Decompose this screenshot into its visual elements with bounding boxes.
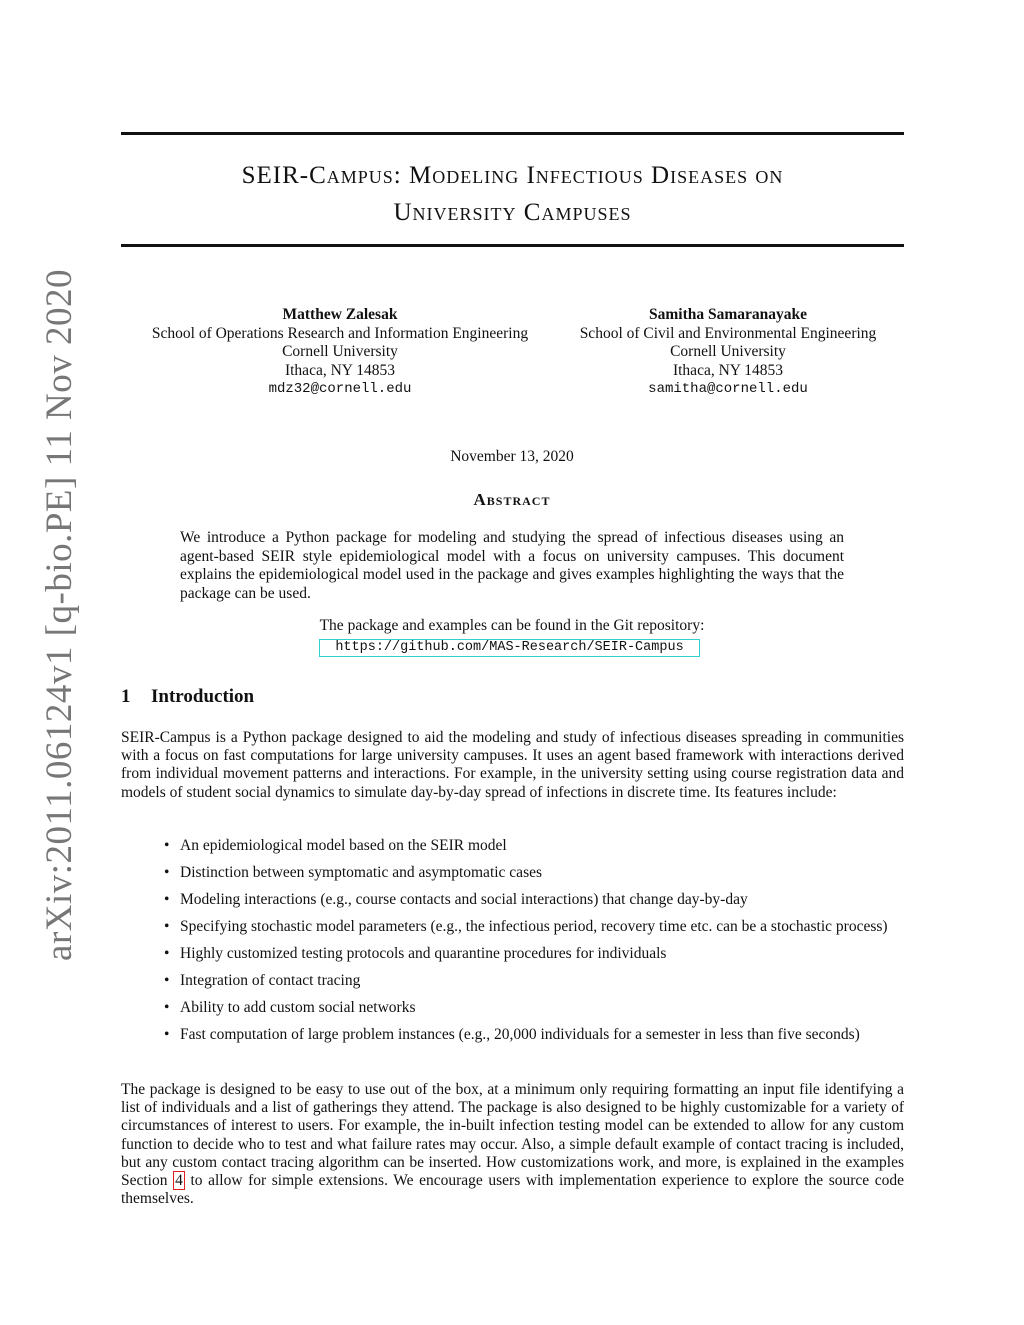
list-item-text: Integration of contact tracing <box>180 972 361 989</box>
list-item-text: Fast computation of large problem instances (e.g., 20,000 individuals for a semester in less than five seconds) <box>180 1026 860 1043</box>
paper-date: November 13, 2020 <box>450 448 574 465</box>
author-block-2 <box>560 306 896 399</box>
section-heading <box>121 686 254 708</box>
list-item-text: Distinction between symptomatic and asymptomatic cases <box>180 864 543 881</box>
repo-link[interactable]: https://github.com/MAS-Research/SEIR-Campus <box>319 639 700 657</box>
author-affiliation: School of Civil and Environmental Engineering <box>579 324 877 342</box>
list-item <box>164 945 904 963</box>
author-name: Matthew Zalesak <box>282 306 398 323</box>
list-item <box>164 1026 904 1044</box>
feature-list <box>164 837 904 1053</box>
abstract-heading: Abstract <box>473 490 551 509</box>
bullet-icon: • <box>164 864 170 881</box>
author-city: Ithaca, NY 14853 <box>284 361 396 379</box>
author-affiliation: School of Operations Research and Information Engineering <box>151 324 529 342</box>
intro-paragraph-1: SEIR-Campus is a Python package designed to aid the modeling and study of infectious diseases spreading in communities with a focus on fast computations for large university campuses. It uses an agent based framework with interactions derived from individual movement patterns and interactions. For example, in the university setting using course registration data and models of student social dynamics to simulate day-by-day spread of infections in discrete time. Its features include: <box>121 729 904 801</box>
bullet-icon: • <box>164 891 170 908</box>
list-item <box>164 891 904 909</box>
paragraph-text: The package is designed to be easy to use out of the box, at a minimum only requiring formatting an input file identifying a list of individuals and a list of gatherings they attend. The package is also designed to be highly customizable for a variety of circumstances of interest to users. For example, the in-built infection testing model can be extended to allow for any custom function to decide who to test and what failure rates may occur. Also, a simple default example of contact tracing is included, but any custom contact tracing algorithm can be inserted. How customizations work, and more, is explained in the examples Section <box>121 1081 904 1190</box>
author-university: Cornell University <box>670 343 786 360</box>
list-item-text: Modeling interactions (e.g., course contacts and social interactions) that change day-by-day <box>180 891 748 908</box>
author-name: Samitha Samaranayake <box>648 306 808 323</box>
bullet-icon: • <box>164 837 170 854</box>
abstract-text: We introduce a Python package for modeling and studying the spread of infectious diseases using an agent-based SEIR style epidemiological model with a focus on university campuses. This document explains the epidemiological model used in the package and gives examples highlighting the ways that the package can be used. <box>180 529 844 602</box>
author-city: Ithaca, NY 14853 <box>672 361 784 379</box>
section-reference-link[interactable]: 4 <box>175 1172 183 1190</box>
list-item <box>164 864 904 882</box>
author-university: Cornell University <box>282 343 398 360</box>
bullet-icon: • <box>164 999 170 1016</box>
list-item <box>164 837 904 855</box>
paragraph-text: to allow for simple extensions. We encourage users with implementation experience to explore the source code themselves. <box>121 1172 905 1208</box>
list-item <box>164 918 904 936</box>
author-email[interactable]: mdz32@cornell.edu <box>268 381 412 397</box>
list-item-text: An epidemiological model based on the SEIR model <box>180 837 507 854</box>
title-top-rule <box>121 132 904 135</box>
bullet-icon: • <box>164 1026 170 1043</box>
bullet-icon: • <box>164 945 170 962</box>
paper-title <box>121 157 904 231</box>
section-number: 1 <box>121 686 131 707</box>
arxiv-identifier[interactable]: arXiv:2011.06124v1 [q-bio.PE] 11 Nov 2020 <box>39 269 80 961</box>
list-item <box>164 999 904 1017</box>
list-item-text: Highly customized testing protocols and quarantine procedures for individuals <box>180 945 667 962</box>
title-line-2: University Campuses <box>393 199 632 226</box>
section-title: Introduction <box>151 686 255 707</box>
title-bottom-rule <box>121 244 904 247</box>
list-item-text: Ability to add custom social networks <box>180 999 416 1016</box>
bullet-icon: • <box>164 918 170 935</box>
author-email[interactable]: samitha@cornell.edu <box>648 381 808 397</box>
list-item-text: Specifying stochastic model parameters (e.g., the infectious period, recovery time etc. can be a stochastic process) <box>180 918 888 935</box>
bullet-icon: • <box>164 972 170 989</box>
title-line-1: SEIR-Campus: Modeling Infectious Diseases on <box>241 162 784 189</box>
list-item <box>164 972 904 990</box>
intro-paragraph-2 <box>121 1081 904 1208</box>
repo-intro-text: The package and examples can be found in the Git repository: <box>319 617 705 634</box>
author-block-1 <box>130 306 550 399</box>
